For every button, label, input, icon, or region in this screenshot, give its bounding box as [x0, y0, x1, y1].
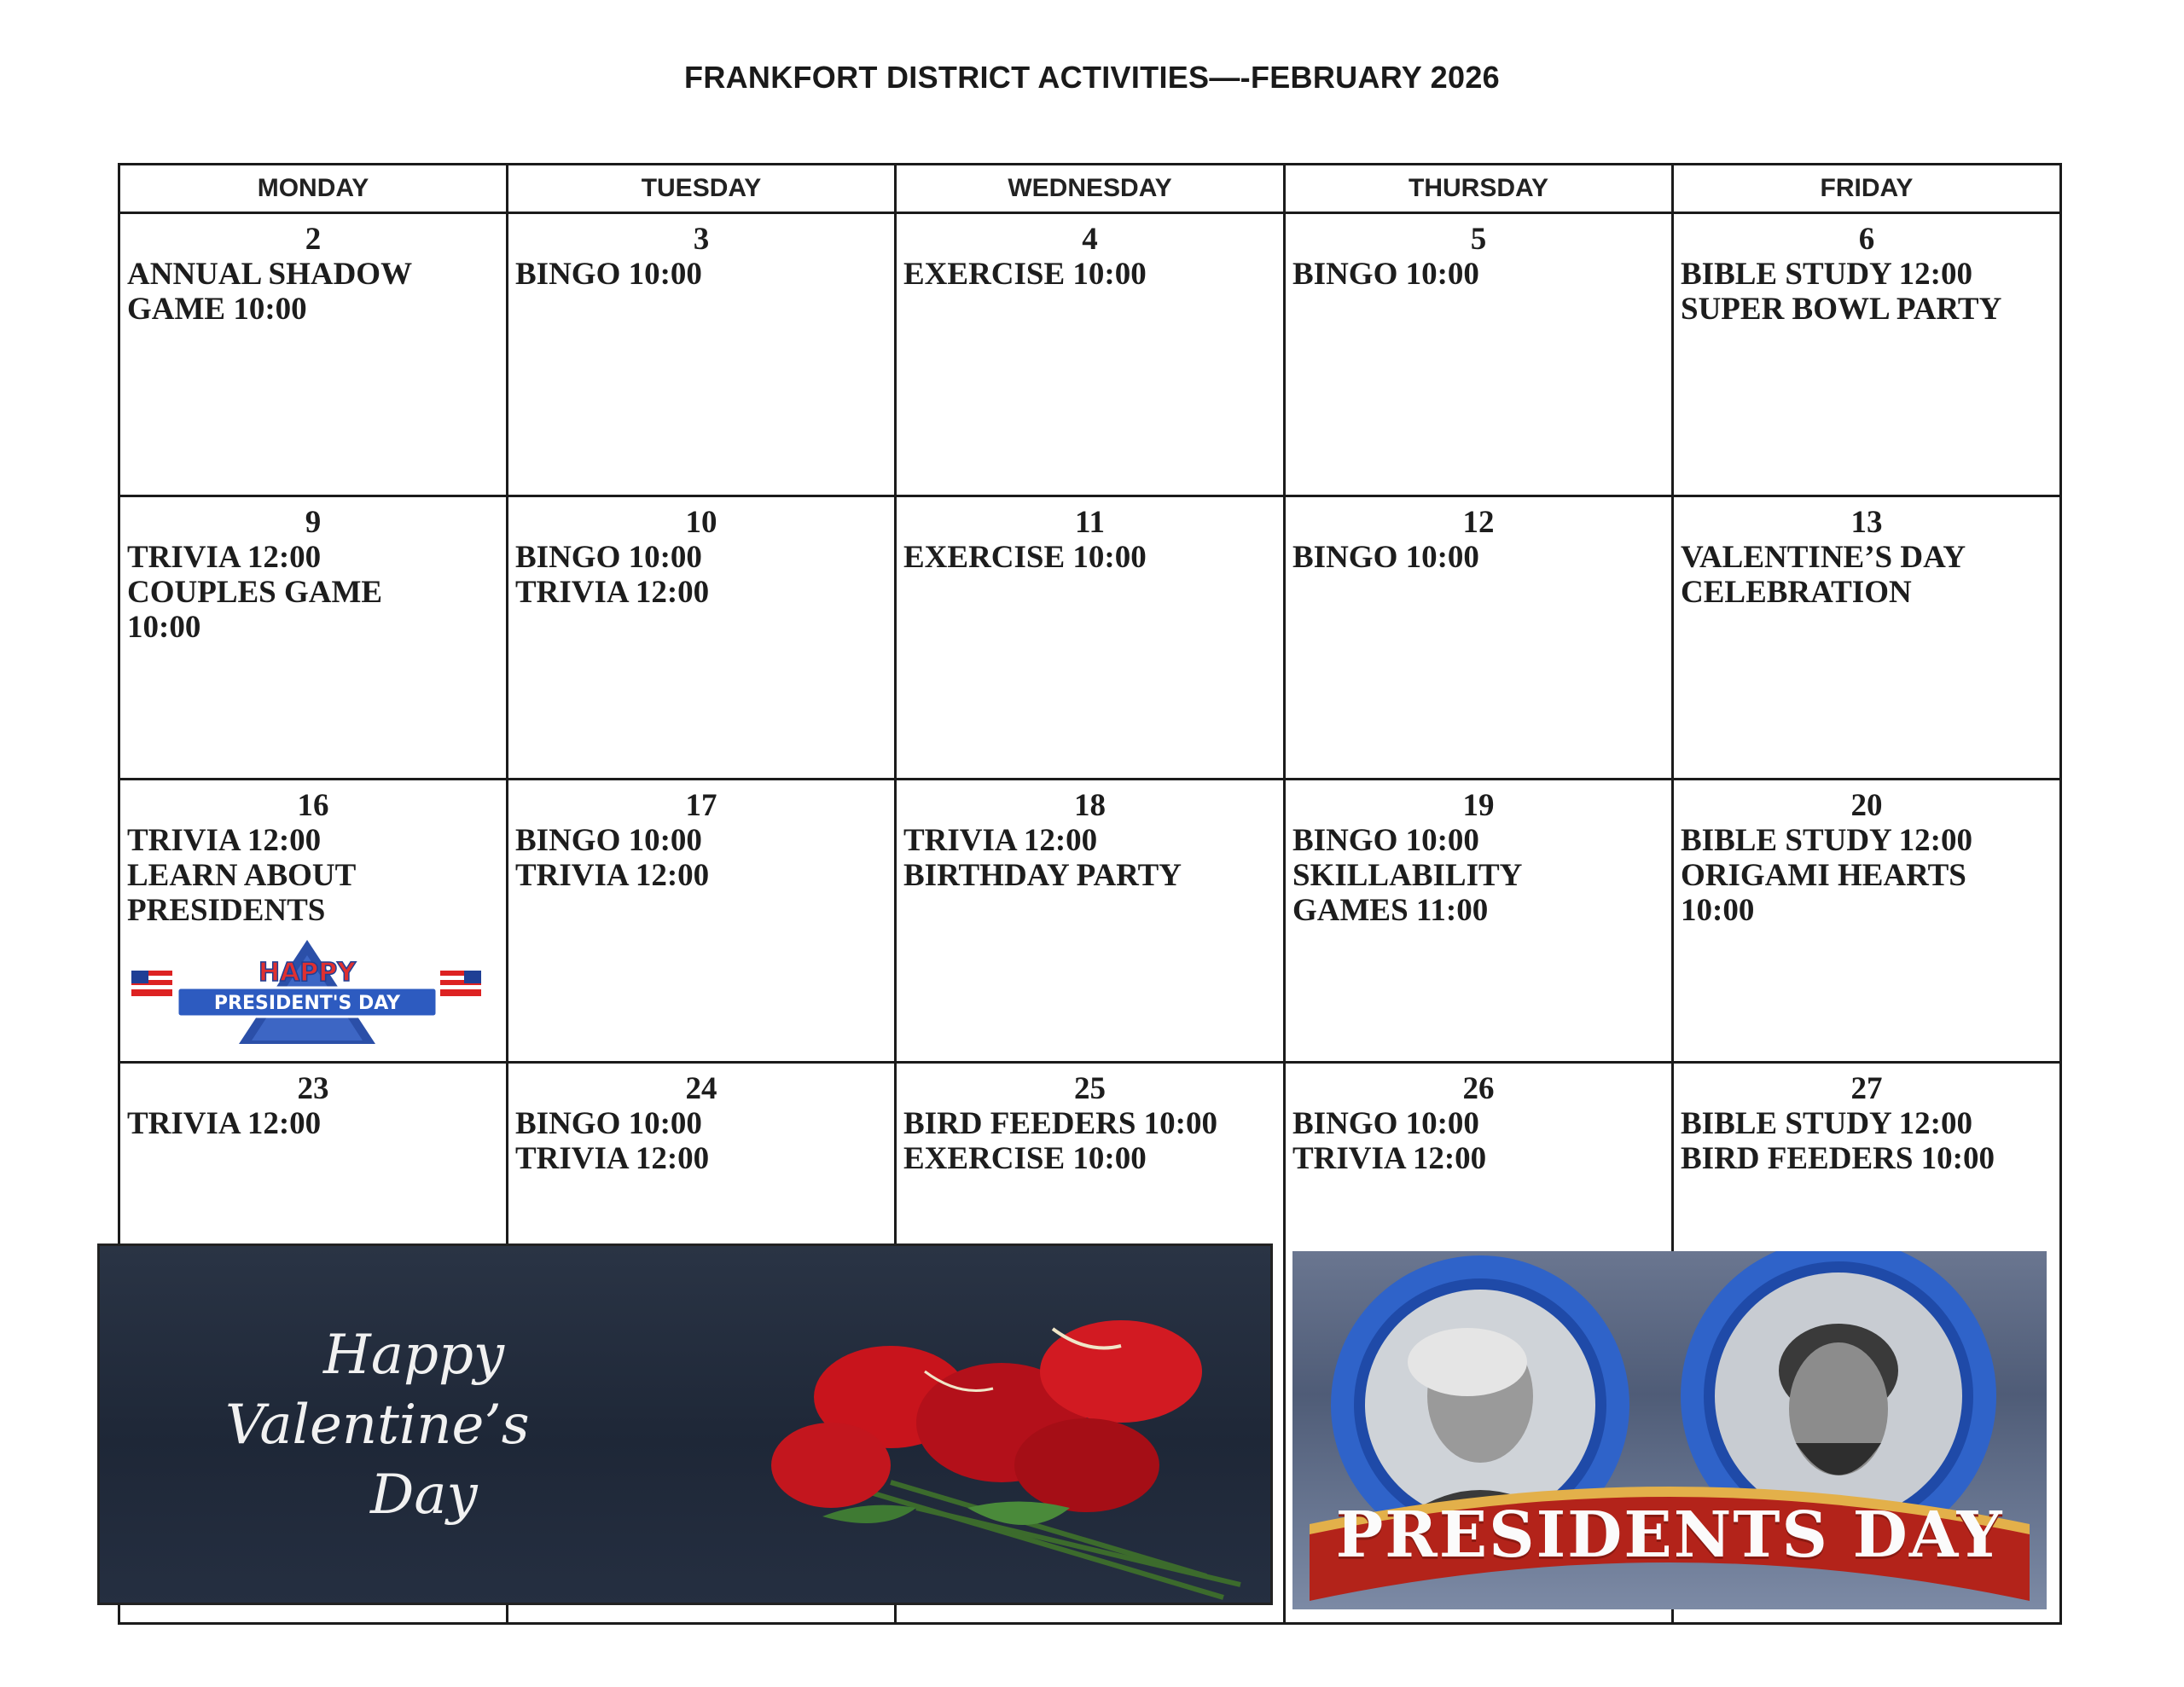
activity-line: BINGO 10:00	[1292, 1106, 1479, 1141]
activity-line: BINGO 10:00	[515, 540, 702, 575]
day-number: 5	[1470, 222, 1487, 257]
activity-line: TRIVIA 12:00	[903, 823, 1098, 858]
day-number: 10	[685, 505, 717, 540]
activity-line: PRESIDENTS	[127, 893, 326, 928]
activity-line: VALENTINE’S DAY	[1681, 540, 1966, 575]
flag-left-icon	[131, 971, 172, 996]
weekday-header-thursday: THURSDAY	[1285, 165, 1673, 213]
day-number: 16	[297, 788, 329, 823]
day-number: 26	[1462, 1071, 1495, 1106]
day-cell	[1285, 496, 1673, 780]
flag-right-icon	[440, 971, 481, 996]
activity-line: GAMES 11:00	[1292, 893, 1489, 928]
day-cell	[508, 496, 896, 780]
day-cell	[1673, 780, 2061, 1063]
week-row	[119, 213, 2061, 496]
activity-line: BINGO 10:00	[515, 1106, 702, 1141]
activity-line: TRIVIA 12:00	[515, 858, 710, 893]
day-number: 9	[305, 505, 322, 540]
activity-line: BIBLE STUDY 12:00	[1681, 823, 1972, 858]
activity-line: GAME 10:00	[127, 292, 307, 327]
day-number: 3	[693, 222, 710, 257]
activity-line: TRIVIA 12:00	[127, 1106, 322, 1141]
badge-top-text: HAPPY	[258, 958, 357, 988]
day-number: 2	[305, 222, 322, 257]
day-cell	[119, 496, 508, 780]
presidents-day-banner	[1292, 1251, 2047, 1609]
roses-image	[609, 1295, 1266, 1602]
activity-line: BIBLE STUDY 12:00	[1681, 257, 1972, 292]
activity-line: COUPLES GAME	[127, 575, 383, 610]
activity-line: TRIVIA 12:00	[515, 575, 710, 610]
presidents-day-title: PRESIDENTS DAY	[1335, 1499, 2004, 1572]
weekday-header-friday: FRIDAY	[1673, 165, 2061, 213]
day-cell	[119, 213, 508, 496]
day-number: 24	[685, 1071, 717, 1106]
activity-line: ORIGAMI HEARTS	[1681, 858, 1966, 893]
weekday-header-monday: MONDAY	[119, 165, 508, 213]
activity-line: BINGO 10:00	[515, 257, 702, 292]
page-title: FRANKFORT DISTRICT ACTIVITIES—-FEBRUARY 2026	[684, 60, 1500, 95]
valentine-line: Happy	[323, 1324, 505, 1387]
activity-line: SKILLABILITY	[1292, 858, 1523, 893]
activity-line: BIRD FEEDERS 10:00	[1681, 1141, 1995, 1176]
day-number: 27	[1850, 1071, 1883, 1106]
presidents-day-badge	[128, 940, 486, 1044]
day-cell	[896, 780, 1285, 1063]
activity-line: BIRTHDAY PARTY	[903, 858, 1182, 893]
activity-line: BINGO 10:00	[515, 823, 702, 858]
badge-ribbon-text: PRESIDENT'S DAY	[213, 993, 401, 1014]
activity-line: ANNUAL SHADOW	[127, 257, 413, 292]
day-cell	[1673, 213, 2061, 496]
weekday-header-row	[119, 165, 2061, 213]
activity-line: TRIVIA 12:00	[127, 540, 322, 575]
activity-line: 10:00	[127, 610, 201, 645]
activity-line: TRIVIA 12:00	[1292, 1141, 1487, 1176]
day-number: 12	[1462, 505, 1495, 540]
activity-line: BINGO 10:00	[1292, 823, 1479, 858]
day-cell	[1673, 496, 2061, 780]
day-cell	[508, 213, 896, 496]
weekday-header-tuesday: TUESDAY	[508, 165, 896, 213]
day-number: 23	[297, 1071, 329, 1106]
activity-line: SUPER BOWL PARTY	[1681, 292, 2002, 327]
activity-line: EXERCISE 10:00	[903, 1141, 1147, 1176]
activity-line: BIRD FEEDERS 10:00	[903, 1106, 1217, 1141]
day-number: 4	[1082, 222, 1098, 257]
activity-line: TRIVIA 12:00	[515, 1141, 710, 1176]
day-cell	[1285, 780, 1673, 1063]
activity-line: 10:00	[1681, 893, 1755, 928]
valentine-line: Valentine’s	[225, 1394, 530, 1457]
activity-line: LEARN ABOUT	[127, 858, 357, 893]
activity-line: BIBLE STUDY 12:00	[1681, 1106, 1972, 1141]
day-number: 20	[1850, 788, 1883, 823]
activity-line: CELEBRATION	[1681, 575, 1912, 610]
day-number: 6	[1858, 222, 1875, 257]
weekday-header-wednesday: WEDNESDAY	[896, 165, 1285, 213]
day-number: 18	[1074, 788, 1106, 823]
valentine-line: Day	[370, 1464, 478, 1527]
day-cell	[508, 780, 896, 1063]
activity-line: BINGO 10:00	[1292, 257, 1479, 292]
day-number: 13	[1850, 505, 1883, 540]
activity-line: EXERCISE 10:00	[903, 540, 1147, 575]
activity-line: BINGO 10:00	[1292, 540, 1479, 575]
day-number: 11	[1075, 505, 1105, 540]
day-number: 19	[1462, 788, 1495, 823]
activity-line: EXERCISE 10:00	[903, 257, 1147, 292]
valentine-banner	[97, 1244, 1273, 1605]
day-number: 17	[685, 788, 717, 823]
activity-line: TRIVIA 12:00	[127, 823, 322, 858]
day-number: 25	[1074, 1071, 1106, 1106]
day-cell	[1285, 213, 1673, 496]
day-cell	[896, 213, 1285, 496]
day-cell	[896, 496, 1285, 780]
week-row	[119, 496, 2061, 780]
